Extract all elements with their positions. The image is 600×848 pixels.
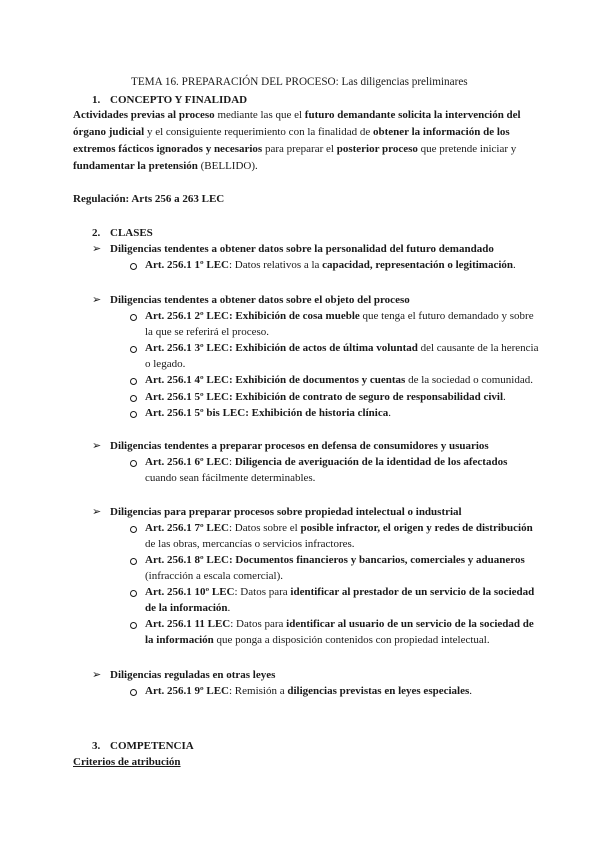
group-4-item-3-cont: de la información. [145,602,231,614]
section-2-number: 2. [92,227,101,239]
group-2-item-1: Art. 256.1 2º LEC: Exhibición de cosa mueble que tenga el futuro demandado y sobre [145,310,534,322]
group-2-item-2-cont: o legado. [145,358,186,370]
group-4-item-4: Art. 256.1 11 LEC: Datos para identificar al usuario de un servicio de la sociedad de [145,618,534,630]
circle-bullet-icon [130,395,137,402]
group-1-item-1: Art. 256.1 1º LEC: Datos relativos a la capacidad, representación o legitimación. [145,259,516,271]
group-4-title: Diligencias para preparar procesos sobre propiedad intelectual o industrial [110,506,462,518]
section-3-heading: COMPETENCIA [110,740,194,752]
circle-bullet-icon [130,378,137,385]
arrow-bullet-icon: ➢ [92,243,102,255]
group-4-item-1-cont: de las obras, mercancías o servicios infractores. [145,538,355,550]
arrow-bullet-icon: ➢ [92,440,102,452]
arrow-bullet-icon: ➢ [92,669,102,681]
group-2-title: Diligencias tendentes a obtener datos sobre el objeto del proceso [110,294,410,306]
group-4-item-2: Art. 256.1 8º LEC: Documentos financieros y bancarios, comerciales y aduaneros [145,554,525,566]
group-3-item-1: Art. 256.1 6º LEC: Diligencia de averiguación de la identidad de los afectados [145,456,508,468]
section-1-number: 1. [92,94,101,106]
group-4-item-2-cont: (infracción a escala comercial). [145,570,284,582]
arrow-bullet-icon: ➢ [92,294,102,306]
group-2-item-2: Art. 256.1 3º LEC: Exhibición de actos de última voluntad del causante de la herencia [145,342,539,354]
paragraph-line-3: extremos fácticos ignorados y necesarios para preparar el posterior proceso que pretende iniciar y [73,143,517,155]
group-5-item-1: Art. 256.1 9º LEC: Remisión a diligencias previstas en leyes especiales. [145,685,473,697]
group-4-item-3: Art. 256.1 10º LEC: Datos para identificar al prestador de un servicio de la sociedad [145,586,535,598]
regulation-line: Regulación: Arts 256 a 263 LEC [73,193,225,205]
group-2-item-1-cont: la que se referirá el proceso. [145,326,269,338]
subheading-criterios: Criterios de atribución [73,756,181,768]
circle-bullet-icon [130,411,137,418]
group-3-title: Diligencias tendentes a preparar procesos en defensa de consumidores y usuarios [110,440,489,452]
circle-bullet-icon [130,460,137,467]
circle-bullet-icon [130,622,137,629]
circle-bullet-icon [130,558,137,565]
circle-bullet-icon [130,590,137,597]
group-2-item-3: Art. 256.1 4º LEC: Exhibición de documentos y cuentas de la sociedad o comunidad. [145,374,533,386]
section-1-heading: CONCEPTO Y FINALIDAD [110,94,248,106]
group-2-item-5: Art. 256.1 5º bis LEC: Exhibición de historia clínica. [145,407,391,419]
group-5-title: Diligencias reguladas en otras leyes [110,669,276,681]
circle-bullet-icon [130,263,137,270]
paragraph-line-4: fundamentar la pretensión (BELLIDO). [73,160,258,172]
group-3-item-1-cont: cuando sean fácilmente determinables. [145,472,316,484]
paragraph-line-2: órgano judicial y el consiguiente requerimiento con la finalidad de obtener la información de los [73,126,510,138]
group-4-item-1: Art. 256.1 7º LEC: Datos sobre el posible infractor, el origen y redes de distribución [145,522,533,534]
group-1-title: Diligencias tendentes a obtener datos sobre la personalidad del futuro demandado [110,243,494,255]
group-4-item-4-cont: la información que ponga a disposición contenidos con propiedad intelectual. [145,634,490,646]
circle-bullet-icon [130,689,137,696]
circle-bullet-icon [130,346,137,353]
arrow-bullet-icon: ➢ [92,506,102,518]
paragraph-line-1: Actividades previas al proceso mediante las que el futuro demandante solicita la intervención del [73,109,521,121]
circle-bullet-icon [130,314,137,321]
circle-bullet-icon [130,526,137,533]
group-2-item-4: Art. 256.1 5º LEC: Exhibición de contrato de seguro de responsabilidad civil. [145,391,506,403]
section-3-number: 3. [92,740,101,752]
section-2-heading: CLASES [110,227,153,239]
page-title: TEMA 16. PREPARACIÓN DEL PROCESO: Las diligencias preliminares [131,76,468,88]
